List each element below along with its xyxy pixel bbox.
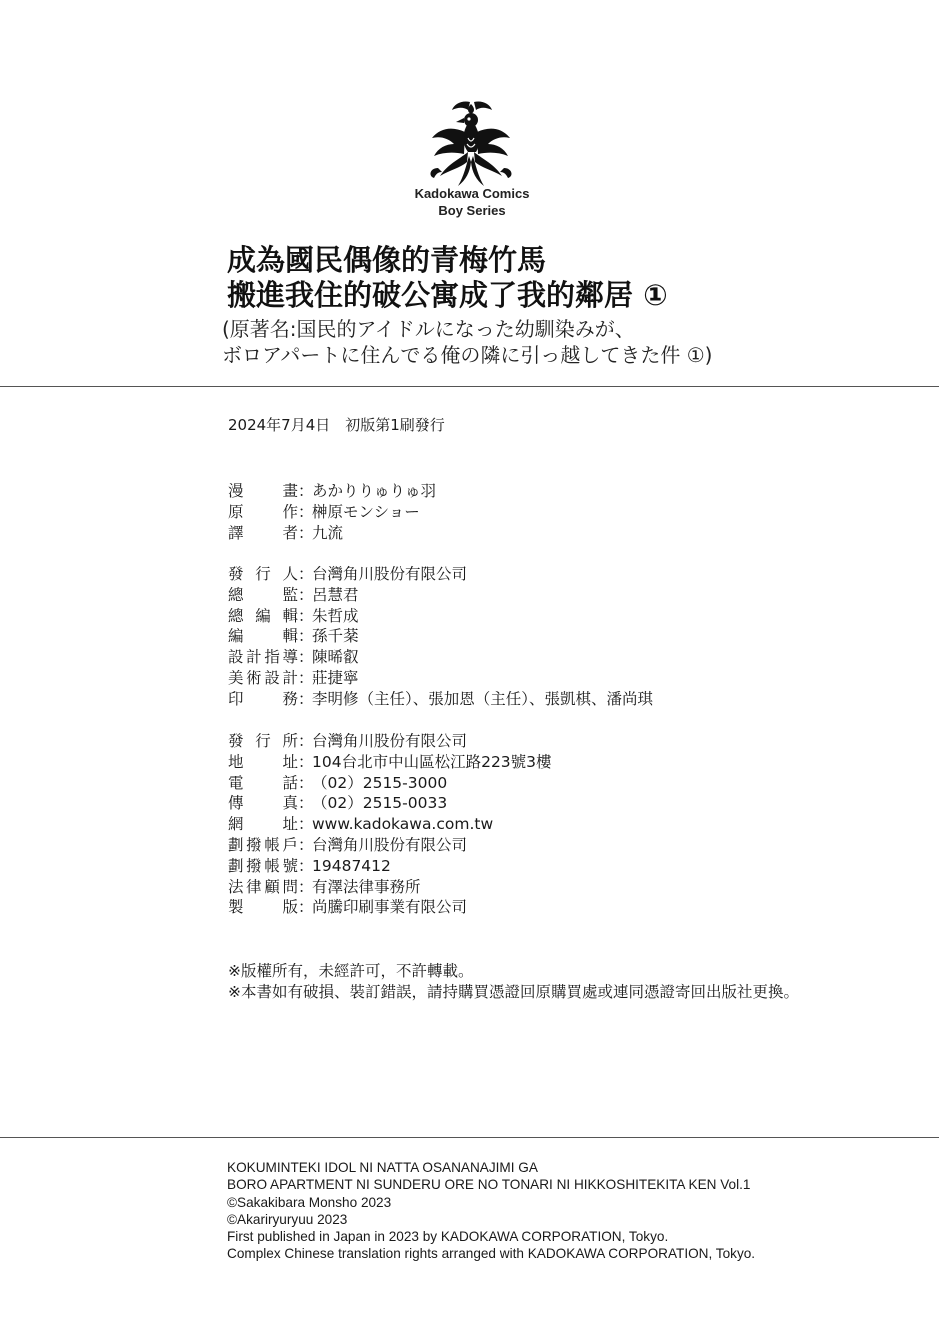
credit-row: [228, 606, 653, 627]
credit-value: 莊捷寧: [312, 668, 359, 687]
english-line: Complex Chinese translation rights arranged with KADOKAWA CORPORATION, Tokyo.: [227, 1246, 756, 1262]
credit-label: 製 版: [228, 898, 298, 917]
book-title-line1: 成為國民偶像的青梅竹馬: [227, 243, 547, 277]
credit-row: [228, 731, 552, 752]
credit-row: [228, 752, 552, 773]
english-line: ©Sakakibara Monsho 2023: [227, 1194, 392, 1210]
credit-label: 美 術 設 計: [228, 668, 298, 687]
credit-row: [228, 689, 653, 710]
credit-separator: ：: [298, 482, 314, 500]
book-title-line2: 搬進我住的破公寓成了我的鄰居 ①: [227, 278, 668, 312]
credit-label: 傳 真: [228, 794, 298, 813]
credit-row: [228, 523, 436, 544]
original-title-line2: ボロアパートに住んでる俺の隣に引っ越してきた件 ①): [222, 343, 713, 367]
credit-value: あかりりゅりゅ羽: [312, 482, 437, 500]
credit-value: 19487412: [312, 856, 391, 875]
credit-label: 原 作: [228, 502, 298, 521]
credit-row: [228, 793, 552, 814]
credit-separator: ：: [298, 732, 314, 750]
credit-separator: ：: [298, 752, 314, 771]
credit-value: www.kadokawa.com.tw: [312, 815, 494, 834]
credit-label: 漫 畫: [228, 482, 298, 500]
series-name-line1: Kadokawa Comics: [414, 186, 530, 201]
phoenix-logo-icon: [418, 98, 524, 190]
credit-value: 呂慧君: [312, 585, 359, 604]
credit-value: 104台北市中山區松江路223號3樓: [312, 752, 552, 771]
divider-bottom: [0, 1137, 939, 1138]
credit-value: 朱哲成: [312, 606, 359, 625]
credit-label: 總 監: [228, 585, 298, 604]
divider-top: [0, 386, 939, 387]
credits-group-authors: [228, 481, 436, 543]
credit-separator: ：: [298, 502, 314, 521]
credit-label: 發 行 所: [228, 732, 298, 750]
credit-row: [228, 502, 436, 523]
english-rights-block: [227, 1159, 755, 1263]
credit-separator: ：: [298, 689, 314, 708]
credit-separator: ：: [298, 523, 314, 542]
credit-row: [228, 856, 552, 877]
credit-label: 電 話: [228, 773, 298, 792]
credit-separator: ：: [298, 773, 314, 792]
original-title-line1: (原著名:国民的アイドルになった幼馴染みが、: [222, 317, 635, 341]
credit-value: 台灣角川股份有限公司: [312, 565, 468, 583]
credit-row: [228, 814, 552, 835]
credit-row: [228, 835, 552, 856]
credit-separator: ：: [298, 585, 314, 604]
credit-separator: ：: [298, 648, 314, 667]
copyright-notes: [228, 961, 799, 1003]
credit-separator: ：: [298, 606, 314, 625]
credit-label: 印 務: [228, 689, 298, 708]
credit-value: 尚騰印刷事業有限公司: [312, 898, 468, 917]
publish-date: 2024年7月4日 初版第1刷發行: [228, 416, 445, 434]
credit-value: 李明修（主任）、張加恩（主任）、張凱棋、潘尚琪: [312, 689, 654, 708]
credit-label: 總 編 輯: [228, 606, 298, 625]
credit-label: 譯 者: [228, 523, 298, 542]
credit-row: [228, 668, 653, 689]
note-line1: ※版權所有，未經許可，不許轉載。: [228, 962, 474, 980]
credit-value: 榊原モンショー: [312, 502, 420, 521]
english-line: BORO APARTMENT NI SUNDERU ORE NO TONARI NI HIKKOSHITEKITA KEN Vol.1: [227, 1177, 751, 1193]
credit-row: [228, 585, 653, 606]
english-line: ©Akariryuryuu 2023: [227, 1211, 348, 1227]
series-name-line2: Boy Series: [438, 203, 506, 218]
credit-row: [228, 897, 552, 918]
credit-row: [228, 877, 552, 898]
english-line: KOKUMINTEKI IDOL NI NATTA OSANANAJIMI GA: [227, 1160, 538, 1175]
credit-label: 法 律 顧 問: [228, 877, 298, 896]
credits-group-staff: [228, 564, 653, 710]
credit-row: [228, 773, 552, 794]
credit-label: 編 輯: [228, 627, 298, 646]
credit-row: [228, 564, 653, 585]
credit-value: （02）2515-3000: [312, 773, 448, 792]
credit-value: 有澤法律事務所: [312, 877, 421, 896]
note-line2: ※本書如有破損、裝訂錯誤，請持購買憑證回原購買處或連同憑證寄回出版社更換。: [228, 983, 799, 1001]
credit-row: [228, 647, 653, 668]
credits-group-publisher: [228, 731, 552, 918]
credit-separator: ：: [298, 898, 314, 917]
credit-label: 網 址: [228, 815, 298, 834]
credit-label: 發 行 人: [228, 565, 298, 583]
credit-label: 劃 撥 帳 戶: [228, 835, 298, 854]
credit-separator: ：: [298, 877, 314, 896]
credit-separator: ：: [298, 815, 314, 834]
credit-value: 台灣角川股份有限公司: [312, 732, 468, 750]
credit-separator: ：: [298, 668, 314, 687]
credit-value: 陳晞叡: [312, 648, 359, 667]
credit-row: [228, 626, 653, 647]
english-line: First published in Japan in 2023 by KADOKAWA CORPORATION, Tokyo.: [227, 1229, 669, 1245]
credit-value: 台灣角川股份有限公司: [312, 835, 468, 854]
credit-separator: ：: [298, 856, 314, 875]
credit-value: 孫千棻: [312, 627, 359, 646]
credit-label: 地 址: [228, 752, 298, 771]
credit-value: （02）2515-0033: [312, 794, 448, 813]
credit-row: [228, 481, 436, 502]
credit-value: 九流: [312, 523, 344, 542]
credit-separator: ：: [298, 565, 314, 583]
credit-separator: ：: [298, 627, 314, 646]
credit-separator: ：: [298, 835, 314, 854]
credit-label: 設 計 指 導: [228, 648, 298, 667]
credit-label: 劃 撥 帳 號: [228, 856, 298, 875]
credit-separator: ：: [298, 794, 314, 813]
